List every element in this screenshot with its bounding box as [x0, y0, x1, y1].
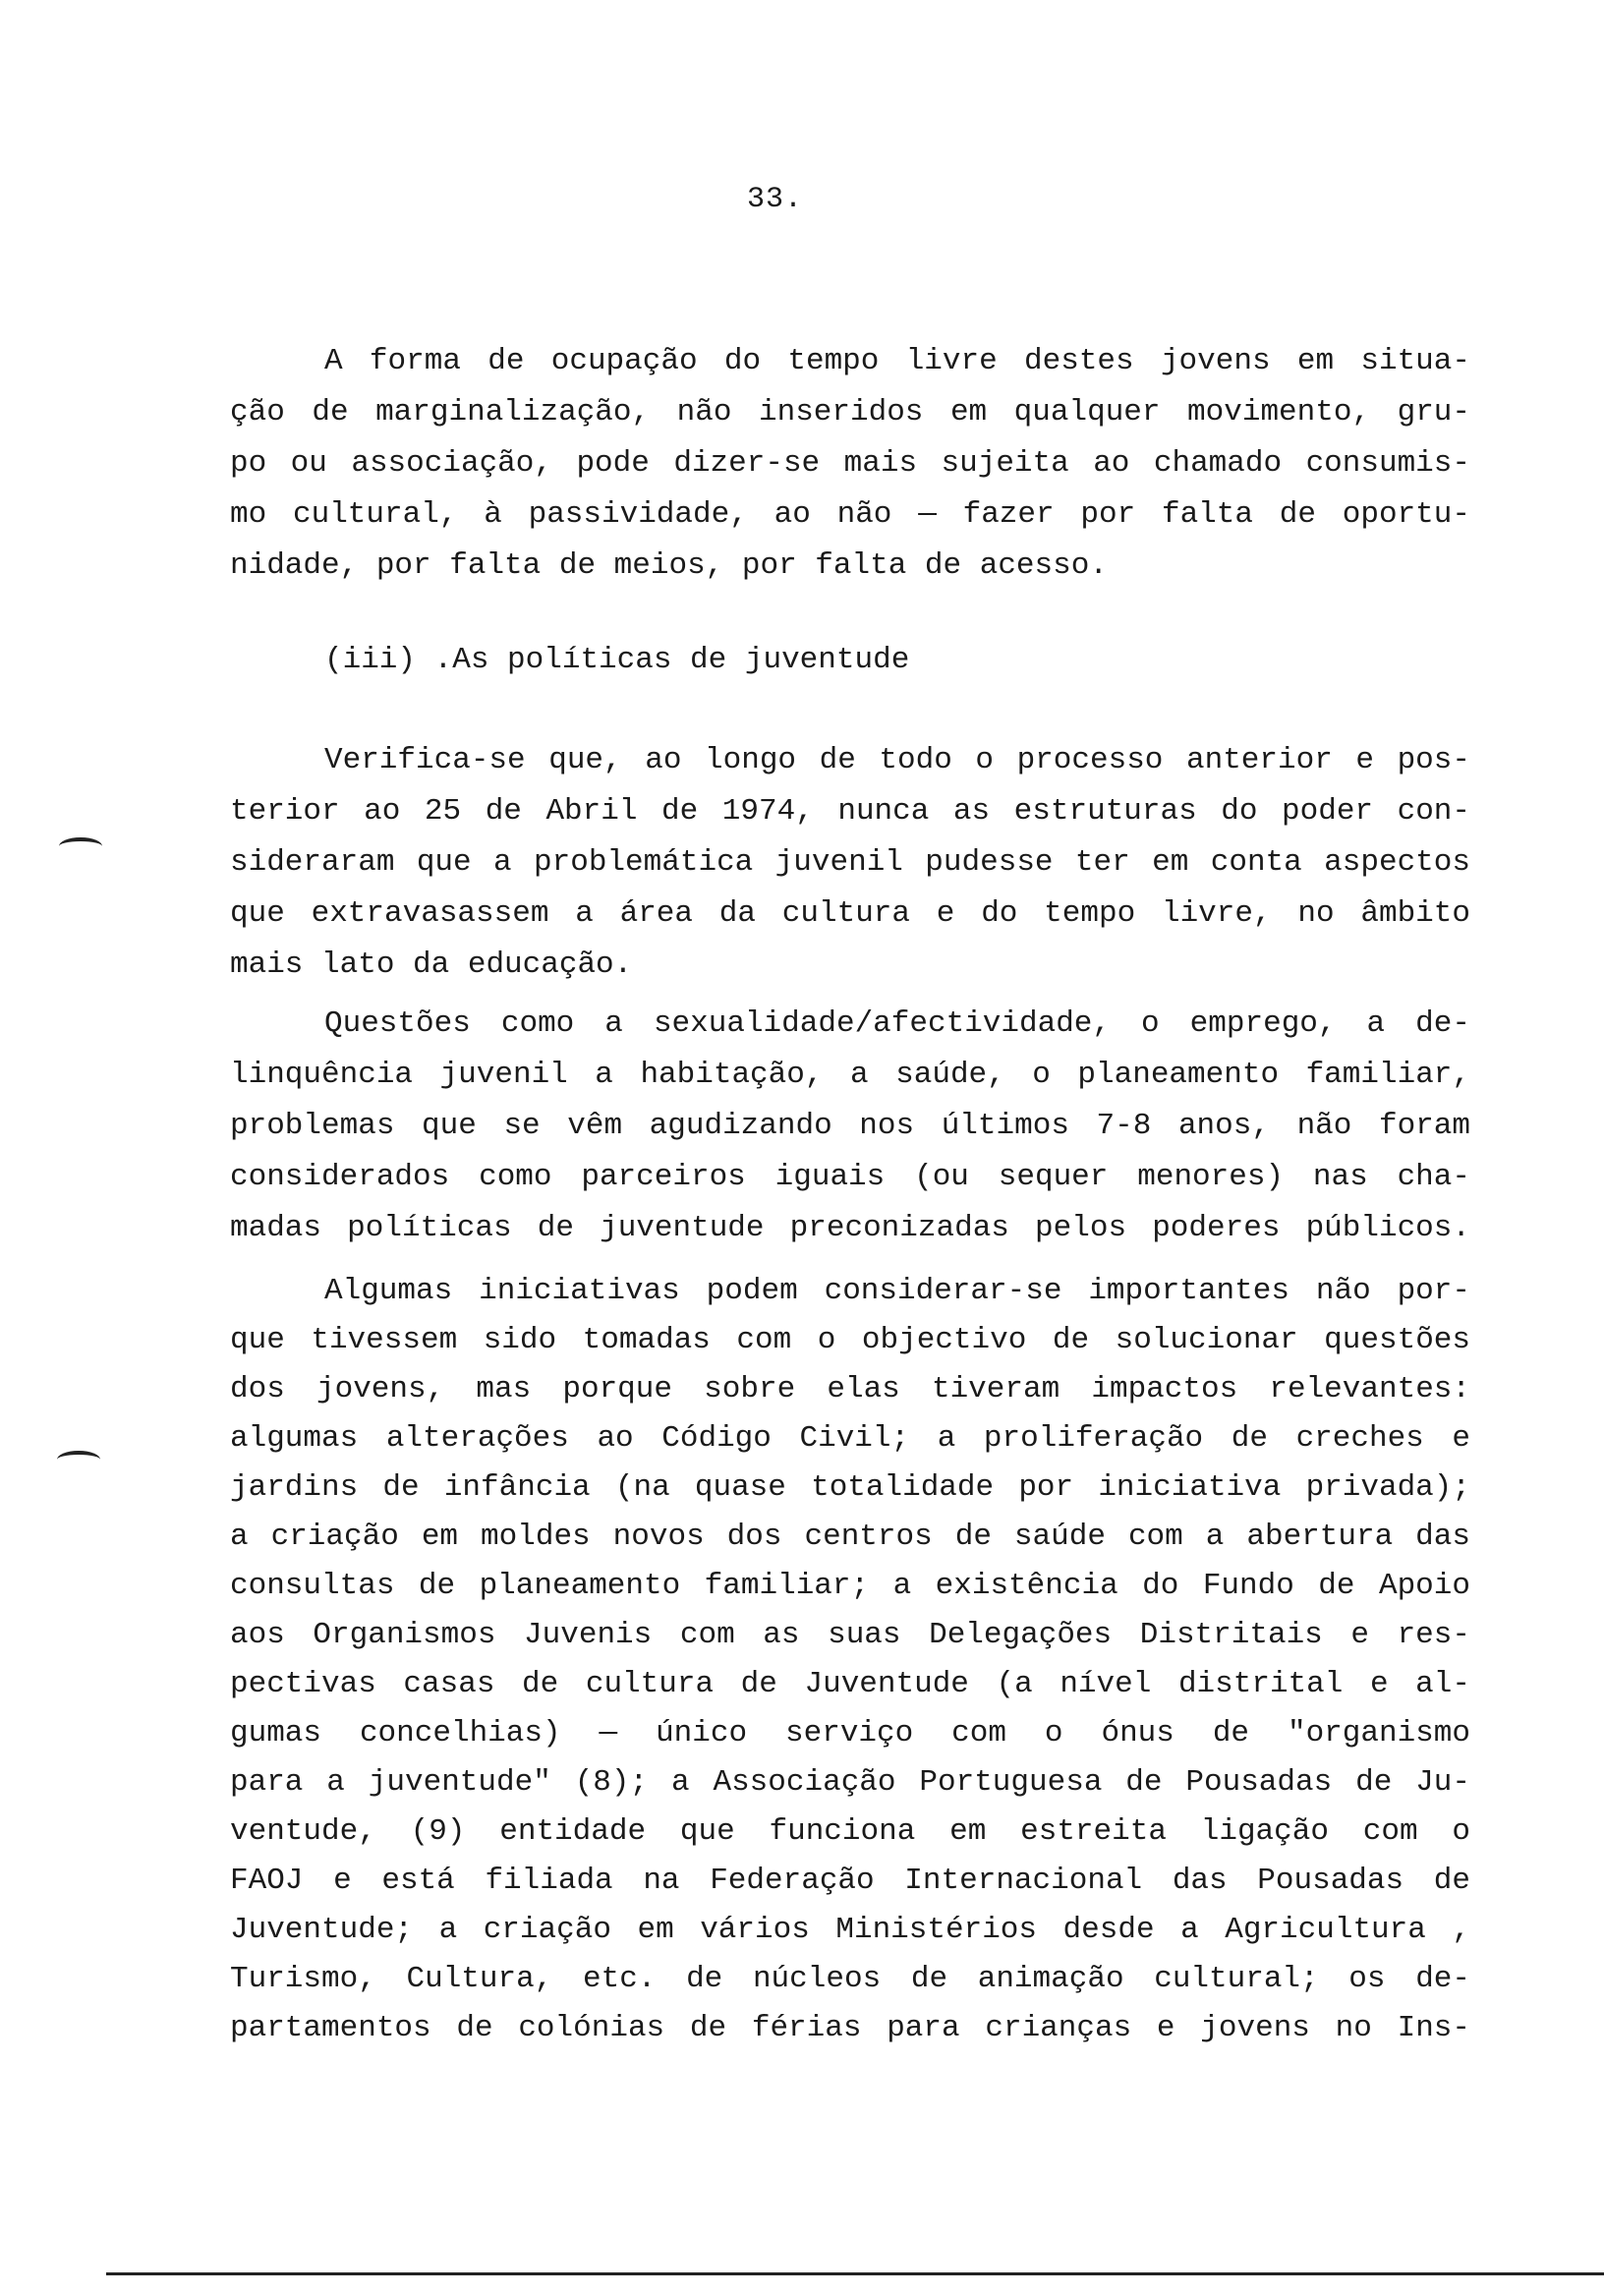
paragraph-3-line: madas políticas de juventude preconizadas pelos poderes públicos.	[230, 1211, 1470, 1245]
paragraph-2-line: sideraram que a problemática juvenil pudesse ter em conta aspectos	[230, 845, 1470, 880]
paragraph-4-line: jardins de infância (na quase totalidade por iniciativa privada);	[230, 1470, 1470, 1505]
paragraph-1-line: nidade, por falta de meios, por falta de acesso.	[230, 548, 1108, 583]
paragraph-3-line: problemas que se vêm agudizando nos últimos 7-8 anos, não foram	[230, 1109, 1470, 1143]
paragraph-1-line: A forma de ocupação do tempo livre destes jovens em situa-	[324, 344, 1470, 378]
paragraph-4-line: aos Organismos Juvenis com as suas Delegações Distritais e res-	[230, 1618, 1470, 1652]
paragraph-4-line: a criação em moldes novos dos centros de saúde com a abertura das	[230, 1520, 1470, 1554]
section-heading: (iii) .As políticas de juventude	[324, 643, 910, 677]
paragraph-4-line: algumas alterações ao Código Civil; a proliferação de creches e	[230, 1421, 1470, 1456]
paragraph-4-line: Juventude; a criação em vários Ministérios desde a Agricultura ,	[230, 1913, 1470, 1947]
paragraph-2-line: que extravasassem a área da cultura e do tempo livre, no âmbito	[230, 896, 1470, 931]
paragraph-4-line: partamentos de colónias de férias para crianças e jovens no Ins-	[230, 2011, 1470, 2045]
paragraph-2-line: terior ao 25 de Abril de 1974, nunca as estruturas do poder con-	[230, 794, 1470, 829]
page-number: 33.	[747, 183, 804, 216]
paragraph-4-line: Turismo, Cultura, etc. de núcleos de animação cultural; os de-	[230, 1962, 1470, 1996]
paragraph-4-line: gumas concelhias) — único serviço com o ónus de "organismo	[230, 1716, 1470, 1751]
paragraph-1-line: ção de marginalização, não inseridos em qualquer movimento, gru-	[230, 395, 1470, 430]
paragraph-4-line: dos jovens, mas porque sobre elas tiveram impactos relevantes:	[230, 1372, 1470, 1406]
paragraph-4-line: para a juventude" (8); a Associação Portuguesa de Pousadas de Ju-	[230, 1765, 1470, 1800]
paragraph-2-line: mais lato da educação.	[230, 947, 633, 982]
paragraph-4-line: Algumas iniciativas podem considerar-se importantes não por-	[324, 1274, 1470, 1308]
paragraph-2-line: Verifica-se que, ao longo de todo o processo anterior e pos-	[324, 743, 1470, 777]
paragraph-4-line: FAOJ e está filiada na Federação Internacional das Pousadas de	[230, 1864, 1470, 1898]
paragraph-4-line: consultas de planeamento familiar; a existência do Fundo de Apoio	[230, 1569, 1470, 1603]
paragraph-3-line: Questões como a sexualidade/afectividade, o emprego, a de-	[324, 1006, 1470, 1041]
paragraph-4-line: ventude, (9) entidade que funciona em estreita ligação com o	[230, 1814, 1470, 1849]
paragraph-1-line: mo cultural, à passividade, ao não — fazer por falta de oportu-	[230, 497, 1470, 532]
paragraph-4-line: pectivas casas de cultura de Juventude (a nível distrital e al-	[230, 1667, 1470, 1701]
scan-margin-mark	[57, 1451, 100, 1468]
paragraph-1-line: po ou associação, pode dizer-se mais sujeita ao chamado consumis-	[230, 446, 1470, 481]
scan-margin-mark	[59, 837, 102, 855]
paragraph-3-line: considerados como parceiros iguais (ou sequer menores) nas cha-	[230, 1160, 1470, 1194]
bottom-rule	[106, 2272, 1604, 2275]
paragraph-3-line: linquência juvenil a habitação, a saúde, o planeamento familiar,	[230, 1058, 1470, 1092]
paragraph-4-line: que tivessem sido tomadas com o objectivo de solucionar questões	[230, 1323, 1470, 1357]
